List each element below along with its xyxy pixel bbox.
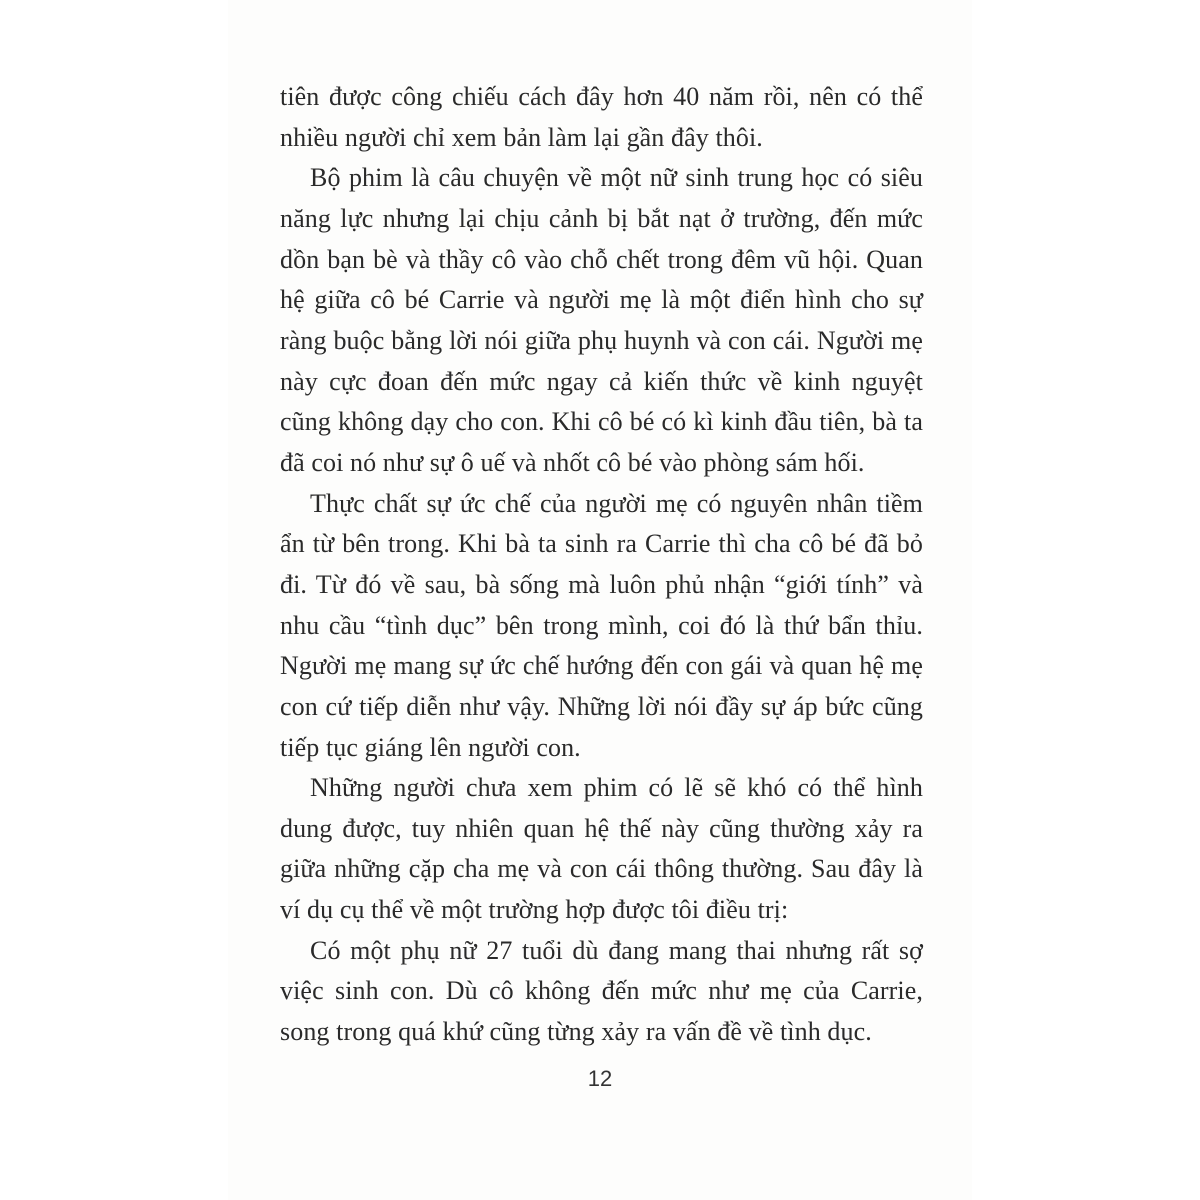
paragraph: Có một phụ nữ 27 tuổi dù đang mang thai nhưng rất sợ việc sinh con. Dù cô không đến mức như mẹ của Carrie, song trong quá khứ cũng từng xảy ra vấn đề về tình dục.	[280, 935, 923, 1047]
page-number: 12	[587, 1066, 613, 1091]
body-text	[280, 77, 923, 1053]
paragraph-continued: tiên được công chiếu cách đây hơn 40 năm rồi, nên có thể nhiều người chỉ xem bản làm lại gần đây thôi.	[280, 82, 923, 152]
book-page	[228, 0, 972, 1200]
paragraph: Bộ phim là câu chuyện về một nữ sinh trung học có siêu năng lực nhưng lại chịu cảnh bị bắt nạt ở trường, đến mức dồn bạn bè và thầy cô vào chỗ chết trong đêm vũ hội. Quan hệ giữa cô bé Carrie và người mẹ là một điển hình cho sự ràng buộc bằng lời nói giữa phụ huynh và con cái. Người mẹ này cực đoan đến mức ngay cả kiến thức về kinh nguyệt cũng không dạy cho con. Khi cô bé có kì kinh đầu tiên, bà ta đã coi nó như sự ô uế và nhốt cô bé vào phòng sám hối.	[280, 163, 923, 477]
paragraph: Thực chất sự ức chế của người mẹ có nguyên nhân tiềm ẩn từ bên trong. Khi bà ta sinh ra Carrie thì cha cô bé đã bỏ đi. Từ đó về sau, bà sống mà luôn phủ nhận “giới tính” và nhu cầu “tình dục” bên trong mình, coi đó là thứ bẩn thỉu. Người mẹ mang sự ức chế hướng đến con gái và quan hệ mẹ con cứ tiếp diễn như vậy. Những lời nói đầy sự áp bức cũng tiếp tục giáng lên người con.	[280, 488, 923, 762]
paragraph: Những người chưa xem phim có lẽ sẽ khó có thể hình dung được, tuy nhiên quan hệ thế này cũng thường xảy ra giữa những cặp cha mẹ và con cái thông thường. Sau đây là ví dụ cụ thể về một trường hợp được tôi điều trị:	[280, 773, 923, 925]
